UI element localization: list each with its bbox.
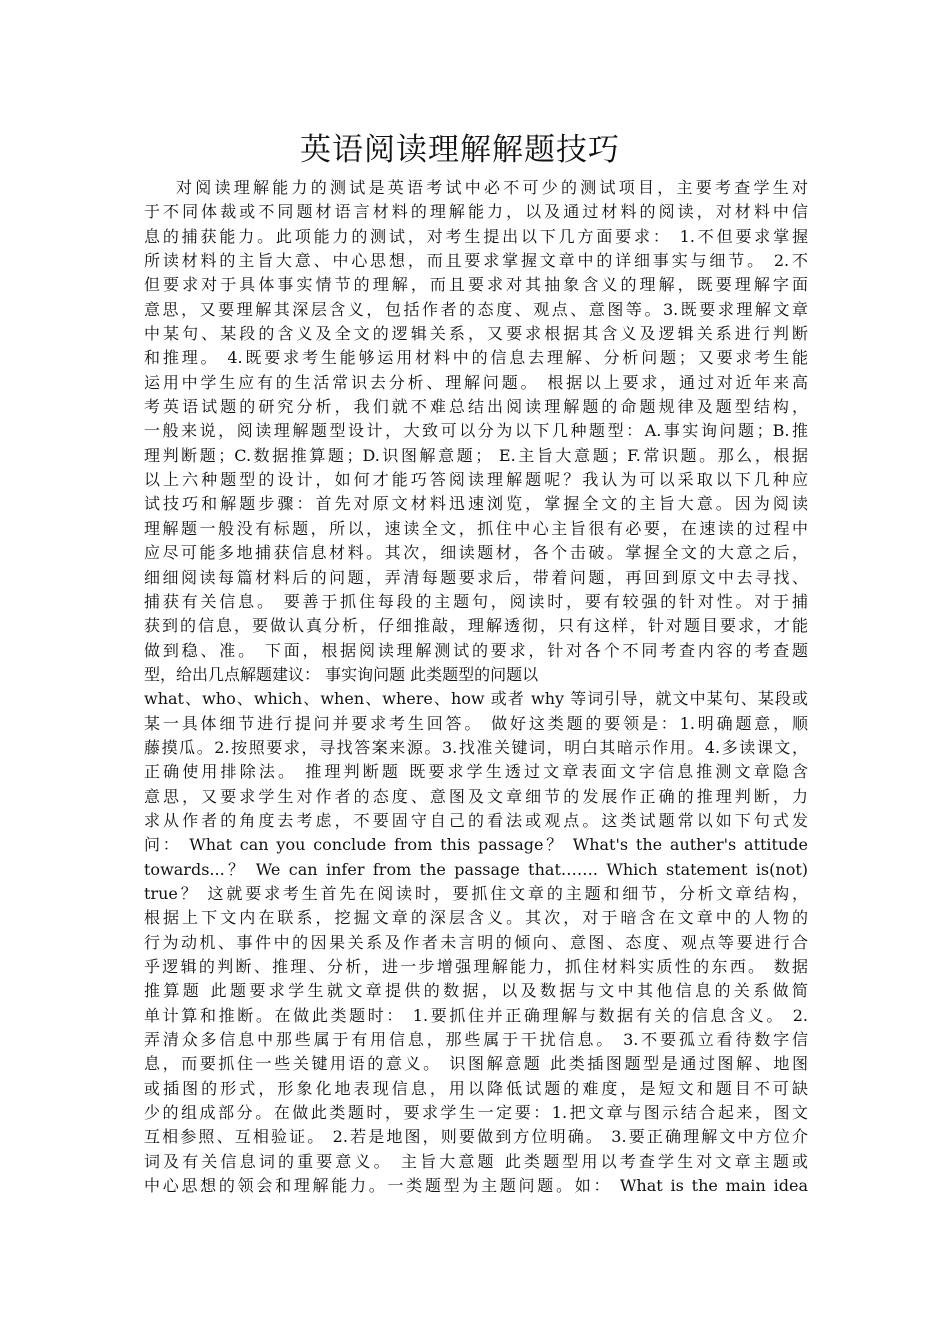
body-line: 根据上下文内在联系，挖掘文章的深层含义。其次，对于暗含在文章中的人物的 xyxy=(144,908,808,928)
body-line: 弄清众多信息中那些属于有用信息，那些属于干扰信息。 3.不要孤立看待数字信 xyxy=(144,1030,808,1050)
body-line: 捕获有关信息。 要善于抓住每段的主题句，阅读时，要有较强的针对性。对于捕 xyxy=(144,591,808,611)
body-line: 少的组成部分。在做此类题时，要求学生一定要：1.把文章与图示结合起来，图文 xyxy=(144,1103,808,1123)
body-line: true？ 这就要求考生首先在阅读时，要抓住文章的主题和细节，分析文章结构， xyxy=(144,883,808,903)
body-line: 求从作者的角度去考虑，不要固守自己的看法或观点。这类试题常以如下句式发 xyxy=(144,810,808,830)
body-line: 一般来说，阅读理解题型设计，大致可以分为以下几种题型：A.事实询问题；B.推 xyxy=(144,421,808,441)
body-line: 息，而要抓住一些关键用语的意义。 识图解意题 此类插图题型是通过图解、地图 xyxy=(144,1054,808,1074)
body-line: 意思，又要求学生对作者的态度、意图及文章细节的发展作正确的推理判断，力 xyxy=(144,786,808,806)
body-line: 单计算和推断。在做此类题时： 1.要抓住并正确理解与数据有关的信息含义。 2. xyxy=(144,1005,808,1025)
body-line: 词及有关信息词的重要意义。 主旨大意题 此类题型用以考查学生对文章主题或 xyxy=(144,1151,808,1171)
body-line: 问： What can you conclude from this passage？ What's the auther's attitude xyxy=(144,835,808,855)
body-line: 细细阅读每篇材料后的问题，弄清每题要求后，带着问题，再回到原文中去寻找、 xyxy=(144,567,808,587)
body-line: 运用中学生应有的生活常识去分析、理解问题。 根据以上要求，通过对近年来高 xyxy=(144,372,808,392)
body-line: 正确使用排除法。 推理判断题 既要求学生透过文章表面文字信息推测文章隐含 xyxy=(144,762,808,782)
document-body xyxy=(144,176,808,1198)
body-line: 乎逻辑的判断、推理、分析，进一步增强理解能力，抓住材料实质性的东西。 数据 xyxy=(144,957,808,976)
body-line: 对阅读理解能力的测试是英语考试中必不可少的测试项目，主要考查学生对 xyxy=(176,178,808,197)
body-line: 考英语试题的研究分析，我们就不难总结出阅读理解题的命题规律及题型结构， xyxy=(144,397,808,417)
body-line: 中某句、某段的含义及全文的逻辑关系，又要求根据其含义及逻辑关系进行判断 xyxy=(144,324,808,344)
body-line: 型，给出几点解题建议： 事实询问题 此类题型的问题以 xyxy=(144,664,539,684)
body-line: 互相参照、互相验证。 2.若是地图，则要做到方位明确。 3.要正确理解文中方位介 xyxy=(144,1127,808,1147)
body-line: 中心思想的领会和理解能力。一类题型为主题问题。如： What is the main idea xyxy=(144,1176,808,1196)
body-line: 获到的信息，要做认真分析，仔细推敲，理解透彻，只有这样，针对题目要求，才能 xyxy=(144,616,808,636)
body-line: 于不同体裁或不同题材语言材料的理解能力，以及通过材料的阅读，对材料中信 xyxy=(144,202,808,222)
body-line: 做到稳、准。 下面，根据阅读理解测试的要求，针对各个不同考查内容的考查题 xyxy=(144,640,808,660)
body-line: 意思，又要理解其深层含义，包括作者的态度、观点、意图等。3.既要求理解文章 xyxy=(144,299,808,319)
body-line: 所读材料的主旨大意、中心思想，而且要求掌握文章中的详细事实与细节。 2.不 xyxy=(144,251,808,271)
body-line: 某一具体细节进行提问并要求考生回答。 做好这类题的要领是：1.明确题意，顺 xyxy=(144,713,808,733)
body-line: 行为动机、事件中的因果关系及作者未言明的倾向、意图、态度、观点等要进行合 xyxy=(144,932,808,952)
body-line: 应尽可能多地捕获信息材料。其次，细读题材，各个击破。掌握全文的大意之后， xyxy=(144,543,808,563)
body-line: 试技巧和解题步骤：首先对原文材料迅速浏览，掌握全文的主旨大意。因为阅读 xyxy=(144,494,808,514)
body-line: 但要求对于具体事实情节的理解，而且要求对其抽象含义的理解，既要理解字面 xyxy=(144,275,808,295)
body-line: 息的捕获能力。此项能力的测试，对考生提出以下几方面要求： 1.不但要求掌握 xyxy=(144,226,808,246)
body-line: 理解题一般没有标题，所以，速读全文，抓住中心主旨很有必要，在速读的过程中 xyxy=(144,518,808,538)
body-line: 或插图的形式，形象化地表现信息，用以降低试题的难度，是短文和题目不可缺 xyxy=(144,1078,808,1098)
body-line: towards...？ We can infer from the passage that……. Which statement is(not) xyxy=(144,859,808,879)
body-line: what、who、which、when、where、how 或者 why 等词引导，就文中某句、某段或 xyxy=(144,689,808,709)
body-line: 以上六种题型的设计，如何才能巧答阅读理解题呢？我认为可以采取以下几种应 xyxy=(144,470,808,490)
body-line: 和推理。 4.既要求考生能够运用材料中的信息去理解、分析问题；又要求考生能 xyxy=(144,348,808,368)
body-line: 推算题 此题要求学生就文章提供的数据，以及数据与文中其他信息的关系做简 xyxy=(144,981,808,1001)
body-line: 理判断题；C.数据推算题；D.识图解意题； E.主旨大意题；F.常识题。那么，根据 xyxy=(144,445,808,465)
document-title: 英语阅读理解解题技巧 xyxy=(300,132,620,168)
body-line: 藤摸瓜。2.按照要求，寻找答案来源。3.找准关键词，明白其暗示作用。4.多读课文， xyxy=(144,737,808,757)
